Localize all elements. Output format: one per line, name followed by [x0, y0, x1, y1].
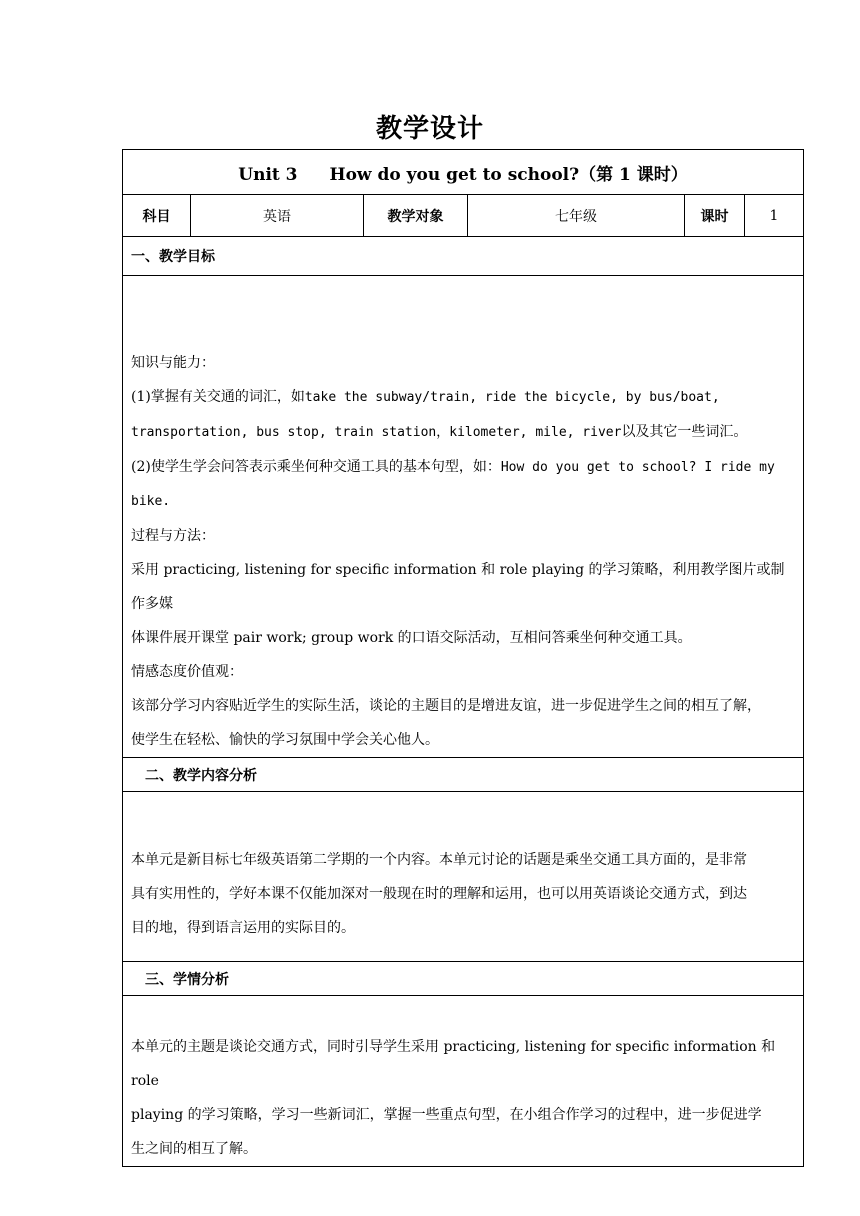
objectives-body-row	[123, 276, 804, 758]
content-line-3: 目的地，得到语言运用的实际目的。	[131, 919, 355, 936]
objective-item-2: (2)使学生学会问答表示乘坐何种交通工具的基本句型，如：How do you get to school? I ride my	[131, 459, 775, 475]
content-body	[123, 792, 804, 962]
content-heading-row	[123, 758, 804, 792]
lesson-plan-table	[122, 149, 804, 1167]
learners-body	[123, 996, 804, 1167]
learners-heading: 三、学情分析	[123, 962, 804, 996]
learners-line-3: 生之间的相互了解。	[131, 1141, 257, 1157]
emotion-line-1: 该部分学习内容贴近学生的实际生活，谈论的主题目的是增进友谊，进一步促进学生之间的相互了解，	[131, 698, 761, 714]
objective-item-1: (1)掌握有关交通的词汇，如take the subway/train, ride the bicycle, by bus/boat,	[131, 389, 720, 405]
content-line-2: 具有实用性的，学好本课不仅能加深对一般现在时的理解和运用，也可以用英语谈论交通方式，到达	[131, 885, 747, 902]
objectives-heading-row	[123, 237, 804, 276]
audience-value: 七年级	[468, 195, 685, 237]
content-line-1: 本单元是新目标七年级英语第二学期的一个内容。本单元讨论的话题是乘坐交通工具方面的，是非常	[131, 851, 747, 868]
page-title: 教学设计	[375, 114, 484, 144]
period-value: 1	[745, 195, 804, 237]
process-line-2: 体课件展开课堂 pair work; group work 的口语交际活动，互相问答乘坐何种交通工具。	[131, 630, 692, 646]
meta-row	[123, 195, 804, 237]
unit-question: How do you get to school?	[329, 164, 580, 185]
unit-header-row	[123, 150, 804, 195]
subject-label: 科目	[123, 195, 191, 237]
knowledge-label: 知识与能力：	[131, 355, 215, 371]
subject-value: 英语	[191, 195, 364, 237]
learners-body-row	[123, 996, 804, 1167]
audience-label: 教学对象	[364, 195, 468, 237]
emotion-line-2: 使学生在轻松、愉快的学习氛围中学会关心他人。	[131, 732, 439, 748]
process-line-1: 采用 practicing, listening for specific information 和 role playing 的学习策略，利用教学图片或制作多媒	[131, 562, 785, 612]
objectives-body	[123, 276, 804, 758]
objectives-heading: 一、教学目标	[123, 237, 804, 276]
objective-item-1-cont: transportation, bus stop, train station，kilometer, mile, river以及其它一些词汇。	[131, 424, 748, 440]
unit-number: Unit 3	[238, 164, 298, 185]
emotion-label: 情感态度价值观：	[131, 664, 243, 680]
unit-title-cell	[123, 150, 804, 195]
lesson-number: （第 1 课时）	[579, 164, 688, 185]
content-heading: 二、教学内容分析	[123, 758, 804, 792]
learners-line-1: 本单元的主题是谈论交通方式，同时引导学生采用 practicing, listening for specific information 和 role	[131, 1039, 776, 1089]
objective-item-2-end: bike.	[131, 494, 171, 509]
learners-heading-row	[123, 962, 804, 996]
process-label: 过程与方法：	[131, 528, 215, 544]
content-body-row	[123, 792, 804, 962]
learners-line-2: playing 的学习策略，学习一些新词汇，掌握一些重点句型，在小组合作学习的过程中，进一步促进学	[131, 1107, 762, 1123]
period-label: 课时	[685, 195, 745, 237]
